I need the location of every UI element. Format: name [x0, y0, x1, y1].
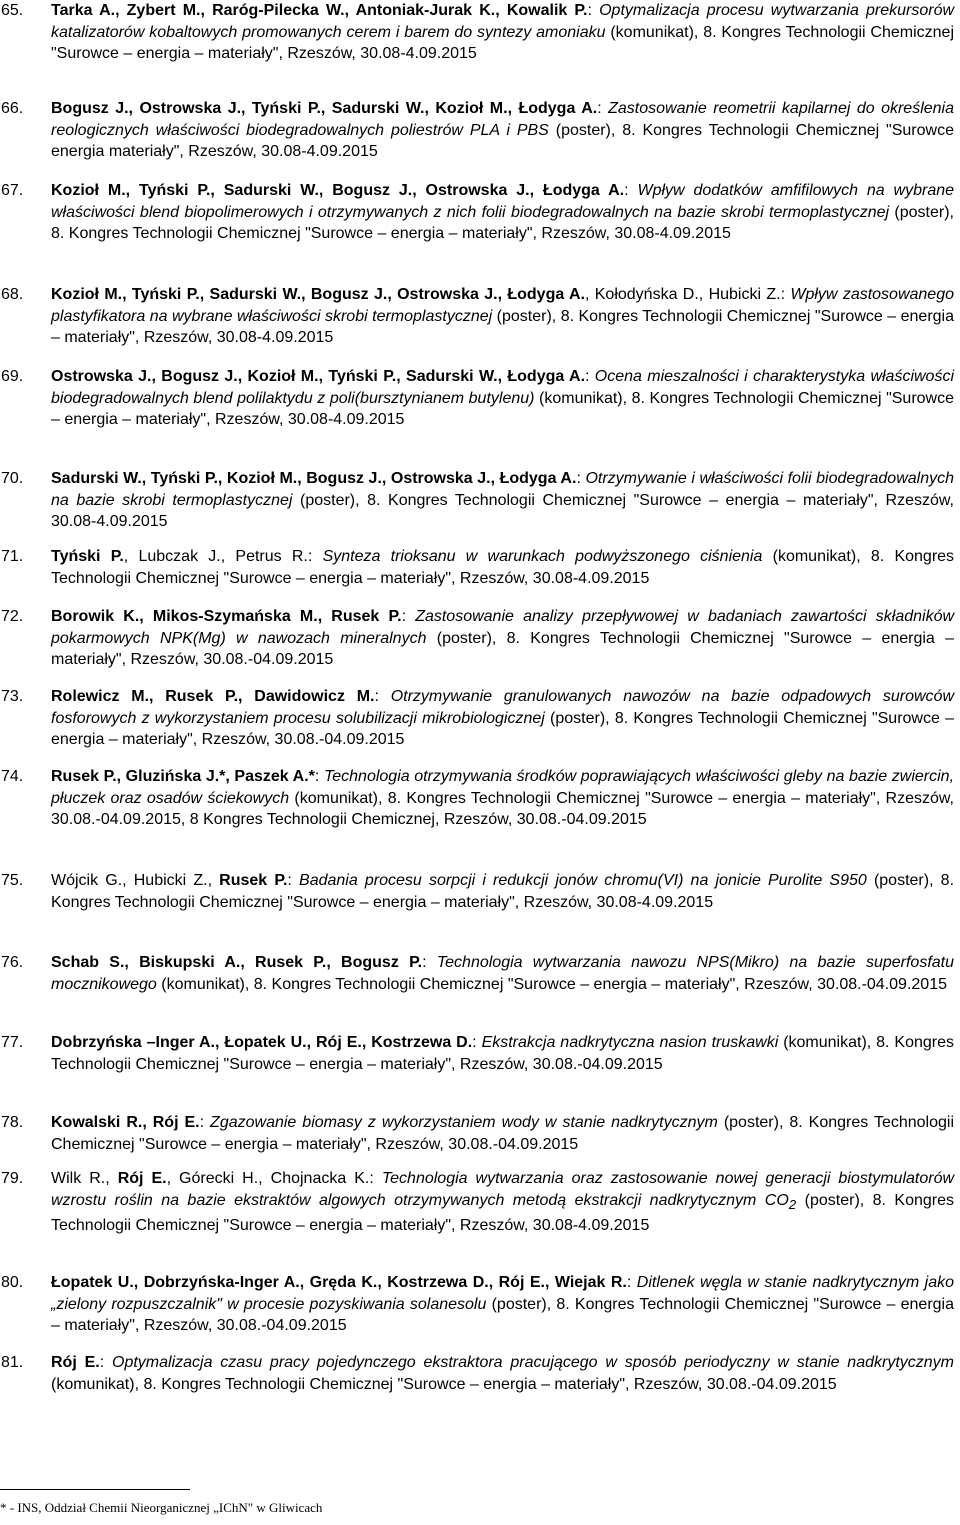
list-item: 77. Dobrzyńska –Inger A., Łopatek U., Rój E., Kostrzewa D.: Ekstrakcja nadkrytyczna nasion truskawki (komunikat), 8. Kongres Technologii Chemicznej "Surowce – energia – materiały", Rzeszów, 30.08.-04.09.2015 — [1, 1034, 955, 1073]
entry-title: Zastosowanie analizy przepływowej w badaniach zawartości składników pokarmowych NPK(Mg) w nawozach mineralnych — [51, 608, 955, 647]
entry-number: 81. — [1, 1354, 24, 1371]
entry-title: Optymalizacja czasu pracy pojedynczego ekstraktora pracującego w sposób periodyczny w stanie nadkrytycznym — [112, 1354, 954, 1371]
list-item: 75. Wójcik G., Hubicki Z., Rusek P.: Badania procesu sorpcji i redukcji jonów chromu(VI) na jonicie Purolite S950 (poster), 8. Kongres Technologii Chemicznej "Surowce – energia – materiały", Rzeszów, 30.08-4.09.2015 — [1, 872, 955, 911]
list-item: 81. Rój E.: Optymalizacja czasu pracy pojedynczego ekstraktora pracującego w sposób periodyczny w stanie nadkrytycznym (komunikat), 8. Kongres Technologii Chemicznej "Surowce – energia – materiały", Rzeszów, 30.08.-04.09.2015 — [1, 1354, 954, 1393]
list-item: 80. Łopatek U., Dobrzyńska-Inger A., Gręda K., Kostrzewa D., Rój E., Wiejak R.: Ditlenek węgla w stanie nadkrytycznym jako „zielony rozpuszczalnik" w procesie pozyskiwania solanesolu (poster), 8. Kongres Technologii Chemicznej "Surowce – energia – materiały", Rzeszów, 30.08.-04.09.2015 — [1, 1274, 955, 1334]
entry-details: (komunikat), 8. Kongres Technologii Chemicznej "Surowce – energia – materiały", Rzeszów, 30.08.-04.09.2015 — [161, 975, 947, 993]
entry-number: 65. — [1, 2, 24, 19]
entry-authors: Rój E. — [51, 1354, 100, 1371]
entry-title-subscript: 2 — [788, 1196, 797, 1212]
entry-number: 76. — [1, 954, 24, 971]
entry-authors: Łopatek U., Dobrzyńska-Inger A., Gręda K., Kostrzewa D., Rój E., Wiejak R. — [51, 1274, 627, 1291]
entry-details: (poster), 8. Kongres Technologii Chemicznej "Surowce – energia – materiały", Rzeszów, 30.08-4.09.2015 — [51, 1191, 954, 1235]
entry-title: Technologia wytwarzania oraz zastosowanie nowej generacji biostymulatorów wzrostu roślin na bazie ekstraktów algowych otrzymywanych metodą ekstrakcji nadkrytycznym CO — [51, 1170, 955, 1209]
entry-number: 70. — [1, 470, 24, 487]
entry-authors: Kozioł M., Tyński P., Sadurski W., Bogusz J., Ostrowska J., Łodyga A. — [51, 182, 625, 199]
list-item: 67. Kozioł M., Tyński P., Sadurski W., Bogusz J., Ostrowska J., Łodyga A.: Wpływ dodatków amfifilowych na wybrane właściwości blend biopolimerowych i otrzymywanych z nich folii biodegradowalnych na bazie skrobi termoplastycznej (poster), 8. Kongres Technologii Chemicznej "Surowce – energia – materiały", Rzeszów, 30.08-4.09.2015 — [1, 182, 955, 242]
entry-title: Badania procesu sorpcji i redukcji jonów chromu(VI) na jonicie Purolite S950 — [299, 872, 867, 889]
entry-coauthors: Wilk R., — [51, 1170, 118, 1187]
list-item: 79. Wilk R., Rój E., Górecki H., Chojnacka K.: Technologia wytwarzania oraz zastosowanie nowej generacji biostymulatorów wzrostu roślin na bazie ekstraktów algowych otrzymywanych metodą ekstrakcji nadkrytycznym $CO_2$ (poster), 8. Kongres Technologii Chemicznej "Surowce – energia – materiały", Rzeszów, 30.08-4.09.2015 — [1, 1170, 955, 1235]
entry-number: 77. — [1, 1034, 24, 1051]
entry-number: 74. — [1, 768, 24, 785]
entry-number: 67. — [1, 182, 24, 199]
entry-title: Ekstrakcja nadkrytyczna nasion truskawki — [481, 1034, 779, 1051]
entry-details: (komunikat), 8. Kongres Technologii Chemicznej "Surowce – energia – materiały", Rzeszów, 30.08-4.09.2015 — [51, 23, 955, 62]
entry-authors: Schab S., Biskupski A., Rusek P., Bogusz P. — [51, 954, 423, 971]
entry-authors: Sadurski W., Tyński P., Kozioł M., Bogusz J., Ostrowska J., Łodyga A. — [51, 470, 577, 487]
entry-details: (poster), 8. Kongres Technologii Chemicznej "Surowce – energia – materiały", Rzeszów, 30.08-4.09.2015 — [51, 203, 954, 242]
list-item: 71. Tyński P., Lubczak J., Petrus R.: Synteza trioksanu w warunkach podwyższonego ciśnienia (komunikat), 8. Kongres Technologii Chemicznej "Surowce – energia – materiały", Rzeszów, 30.08-4.09.2015 — [1, 548, 955, 587]
list-item: 65. Tarka A., Zybert M., Raróg-Pilecka W., Antoniak-Jurak K., Kowalik P.: Optymalizacja procesu wytwarzania prekursorów katalizatorów kobaltowych promowanych cerem i barem do syntezy amoniaku (komunikat), 8. Kongres Technologii Chemicznej "Surowce – energia – materiały", Rzeszów, 30.08-4.09.2015 — [1, 2, 955, 62]
entry-details: (poster), 8. Kongres Technologii Chemicznej "Surowce – energia – materiały", Rzeszów, 30.08.-04.09.2015 — [51, 1295, 954, 1334]
entry-number: 71. — [1, 548, 24, 565]
entry-number: 80. — [1, 1274, 24, 1291]
entry-authors: Rolewicz M., Rusek P., Dawidowicz M. — [51, 688, 375, 705]
list-item: 78. Kowalski R., Rój E.: Zgazowanie biomasy z wykorzystaniem wody w stanie nadkrytycznym (poster), 8. Kongres Technologii Chemicznej "Surowce – energia – materiały", Rzeszów, 30.08.-04.09.2015 — [1, 1114, 955, 1153]
entry-title: Synteza trioksanu w warunkach podwyższonego ciśnienia — [322, 548, 763, 565]
entry-details: (komunikat), 8. Kongres Technologii Chemicznej "Surowce – energia – materiały", Rzeszów, 30.08.-04.09.2015 — [51, 1375, 837, 1393]
entry-coauthors: , Kołodyńska D., Hubicki Z. — [584, 286, 781, 303]
entry-title: Optymalizacja procesu wytwarzania prekursorów katalizatorów kobaltowych promowanych cerem i barem do syntezy amoniaku — [51, 2, 955, 41]
entry-coauthors: , Górecki H., Chojnacka K. — [166, 1170, 370, 1187]
entry-details: (poster), 8. Kongres Technologii Chemicznej "Surowce energia materiały", Rzeszów, 30.08-4.09.2015 — [51, 121, 954, 160]
entry-authors: Tarka A., Zybert M., Raróg-Pilecka W., Antoniak-Jurak K., Kowalik P. — [51, 2, 588, 19]
entry-authors: Bogusz J., Ostrowska J., Tyński P., Sadurski W., Kozioł M., Łodyga A. — [51, 100, 598, 117]
entry-authors: Ostrowska J., Bogusz J., Kozioł M., Tyński P., Sadurski W., Łodyga A. — [51, 368, 586, 385]
entry-details: (komunikat), 8. Kongres Technologii Chemicznej "Surowce – energia – materiały", Rzeszów, 30.08-4.09.2015 — [51, 389, 955, 428]
footnote: * - INS, Oddział Chemii Nieorganicznej „IChN" w Gliwicach — [0, 1500, 323, 1515]
entry-title: Ocena mieszalności i charakterystyka właściwości biodegradowalnych blend polilaktydu z poli(bursztynianem butylenu) — [51, 368, 955, 407]
entry-number: 72. — [1, 608, 24, 625]
entry-number: 79. — [1, 1170, 24, 1187]
entry-details: (komunikat), 8. Kongres Technologii Chemicznej "Surowce – energia – materiały", Rzeszów, 30.08.-04.09.2015, 8 Kongres Technologii Chemicznej, Rzeszów, 30.08.-04.09.2015 — [51, 789, 955, 828]
list-item: 70. Sadurski W., Tyński P., Kozioł M., Bogusz J., Ostrowska J., Łodyga A.: Otrzymywanie i właściwości folii biodegradowalnych na bazie skrobi termoplastycznej (poster), 8. Kongres Technologii Chemicznej "Surowce – energia – materiały", Rzeszów, 30.08-4.09.2015 — [1, 470, 955, 530]
entry-title: Wpływ dodatków amfifilowych na wybrane właściwości blend biopolimerowych i otrzymywanych z nich folii biodegradowalnych na bazie skrobi termoplastycznej — [51, 182, 955, 221]
entry-authors: Kozioł M., Tyński P., Sadurski W., Bogusz J., Ostrowska J., Łodyga A. — [51, 286, 585, 303]
footnote-divider — [0, 1489, 190, 1490]
entry-number: 78. — [1, 1114, 24, 1131]
entry-title: Wpływ zastosowanego plastyfikatora na wybrane właściwości skrobi termoplastycznej — [51, 286, 955, 325]
entry-details: (poster), 8. Kongres Technologii Chemicznej "Surowce – energia – materiały", Rzeszów, 30.08.-04.09.2015 — [51, 709, 955, 748]
list-item: 69. Ostrowska J., Bogusz J., Kozioł M., Tyński P., Sadurski W., Łodyga A.: Ocena mieszalności i charakterystyka właściwości biodegradowalnych blend polilaktydu z poli(bursztynianem butylenu) (komunikat), 8. Kongres Technologii Chemicznej "Surowce – energia – materiały", Rzeszów, 30.08-4.09.2015 — [1, 368, 955, 428]
entry-authors: Rusek P. — [219, 872, 288, 889]
entry-details: (komunikat), 8. Kongres Technologii Chemicznej "Surowce – energia – materiały", Rzeszów, 30.08-4.09.2015 — [51, 548, 955, 587]
list-item: 74. Rusek P., Gluzińska J.*, Paszek A.*: Technologia otrzymywania środków poprawiających właściwości gleby na bazie zwiercin, płuczek oraz osadów ściekowych (komunikat), 8. Kongres Technologii Chemicznej "Surowce – energia – materiały", Rzeszów, 30.08.-04.09.2015, 8 Kongres Technologii Chemicznej, Rzeszów, 30.08.-04.09.2015 — [1, 768, 955, 828]
list-item: 68. Kozioł M., Tyński P., Sadurski W., Bogusz J., Ostrowska J., Łodyga A., Kołodyńska D., Hubicki Z.: Wpływ zastosowanego plastyfikatora na wybrane właściwości skrobi termoplastycznej (poster), 8. Kongres Technologii Chemicznej "Surowce – energia – materiały", Rzeszów, 30.08-4.09.2015 — [1, 286, 955, 346]
entry-title: Technologia otrzymywania środków poprawiających właściwości gleby na bazie zwiercin, płuczek oraz osadów ściekowych — [51, 768, 955, 807]
list-item: 76. Schab S., Biskupski A., Rusek P., Bogusz P.: Technologia wytwarzania nawozu NPS(Mikro) na bazie superfosfatu mocznikowego (komunikat), 8. Kongres Technologii Chemicznej "Surowce – energia – materiały", Rzeszów, 30.08.-04.09.2015 — [1, 954, 955, 993]
entry-coauthors: Wójcik G., Hubicki Z., — [51, 872, 220, 889]
entry-title: Otrzymywanie i właściwości folii biodegradowalnych na bazie skrobi termoplastycznej — [51, 470, 955, 509]
entry-title: Zastosowanie reometrii kapilarnej do określenia reologicznych właściwości biodegradowalnych poliestrów PLA i PBS — [51, 100, 955, 139]
entry-number: 73. — [1, 688, 24, 705]
entry-title: Otrzymywanie granulowanych nawozów na bazie odpadowych surowców fosforowych z wykorzystaniem procesu solubilizacji mikrobiologicznej — [51, 688, 954, 727]
entry-authors: Dobrzyńska –Inger A., Łopatek U., Rój E., Kostrzewa D. — [51, 1034, 473, 1051]
entry-number: 69. — [1, 368, 24, 385]
list-item: 73. Rolewicz M., Rusek P., Dawidowicz M.: Otrzymywanie granulowanych nawozów na bazie odpadowych surowców fosforowych z wykorzystaniem procesu solubilizacji mikrobiologicznej (poster), 8. Kongres Technologii Chemicznej "Surowce – energia – materiały", Rzeszów, 30.08.-04.09.2015 — [1, 688, 955, 748]
entry-coauthors: , Lubczak J., Petrus R. — [123, 548, 308, 565]
entry-title: Technologia wytwarzania nawozu NPS(Mikro) na bazie superfosfatu mocznikowego — [51, 954, 955, 993]
entry-title: Zgazowanie biomasy z wykorzystaniem wody w stanie nadkrytycznym — [210, 1114, 718, 1131]
entry-number: 75. — [1, 872, 24, 889]
entry-authors: Borowik K., Mikos-Szymańska M., Rusek P. — [51, 608, 402, 625]
entry-details: (poster), 8. Kongres Technologii Chemicznej "Surowce – energia – materiały", Rzeszów, 30.08.-04.09.2015 — [51, 629, 955, 668]
entry-details: (komunikat), 8. Kongres Technologii Chemicznej "Surowce – energia – materiały", Rzeszów, 30.08.-04.09.2015 — [51, 1034, 955, 1073]
entry-details: (poster), 8. Kongres Technologii Chemicznej "Surowce – energia – materiały", Rzeszów, 30.08.-04.09.2015 — [51, 1114, 955, 1153]
entry-number: 66. — [1, 100, 24, 117]
entry-authors: Tyński P. — [51, 548, 124, 565]
entry-title: Ditlenek węgla w stanie nadkrytycznym jako „zielony rozpuszczalnik" w procesie pozyskiwania solanesolu — [51, 1274, 955, 1313]
entry-details: (poster), 8. Kongres Technologii Chemicznej "Surowce – energia – materiały", Rzeszów, 30.08-4.09.2015 — [51, 307, 954, 346]
entry-authors: Kowalski R., Rój E. — [51, 1114, 200, 1131]
list-item: 66. Bogusz J., Ostrowska J., Tyński P., Sadurski W., Kozioł M., Łodyga A.: Zastosowanie reometrii kapilarnej do określenia reologicznych właściwości biodegradowalnych poliestrów PLA i PBS (poster), 8. Kongres Technologii Chemicznej "Surowce energia materiały", Rzeszów, 30.08-4.09.2015 — [1, 100, 955, 160]
entry-details: (poster), 8. Kongres Technologii Chemicznej "Surowce – energia – materiały", Rzeszów, 30.08-4.09.2015 — [51, 491, 954, 530]
entry-authors: Rusek P., Gluzińska J.*, Paszek A.* — [51, 768, 315, 785]
entry-number: 68. — [1, 286, 24, 303]
entry-details: (poster), 8. Kongres Technologii Chemicznej "Surowce – energia – materiały", Rzeszów, 30.08-4.09.2015 — [51, 872, 955, 911]
entry-authors: Rój E. — [117, 1170, 167, 1187]
list-item: 72. Borowik K., Mikos-Szymańska M., Rusek P.: Zastosowanie analizy przepływowej w badaniach zawartości składników pokarmowych NPK(Mg) w nawozach mineralnych (poster), 8. Kongres Technologii Chemicznej "Surowce – energia – materiały", Rzeszów, 30.08.-04.09.2015 — [1, 608, 955, 668]
